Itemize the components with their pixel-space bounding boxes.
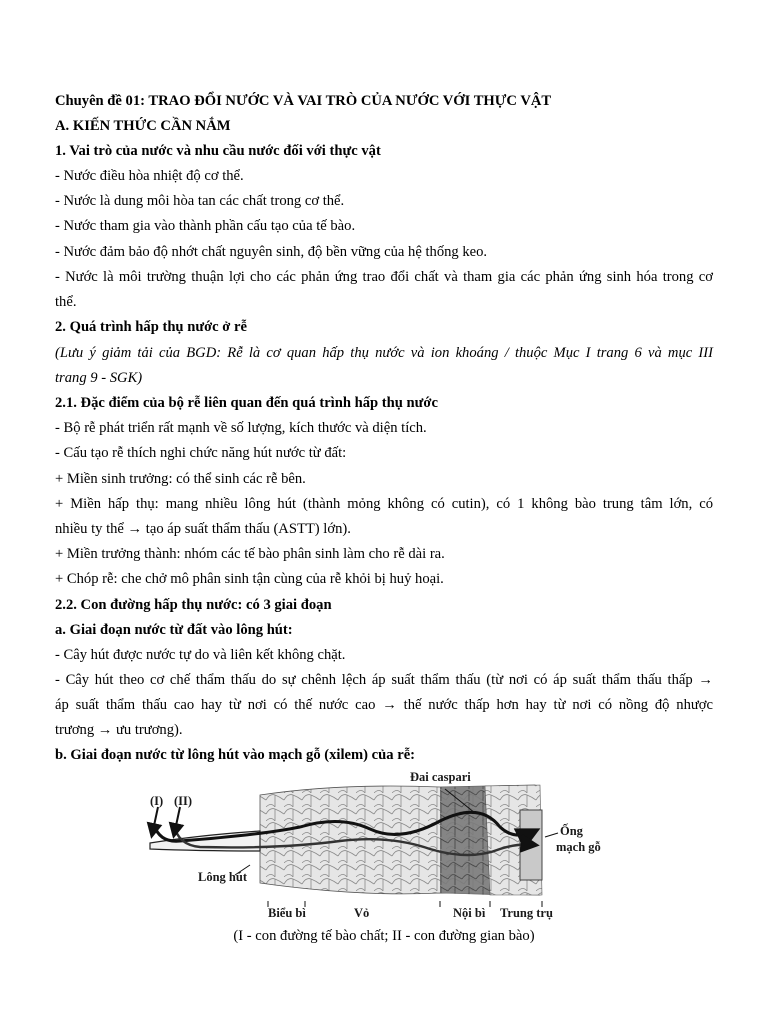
- heading-b: b. Giai đoạn nước từ lông hút vào mạch gỗ (xilem) của rễ:: [55, 747, 416, 763]
- document-title: Chuyên đề 01: TRAO ĐỔI NƯỚC VÀ VAI TRÒ CỦA NƯỚC VỚI THỰC VẬT: [55, 93, 552, 109]
- label-casparian-strip: Đai caspari: [410, 770, 471, 784]
- paragraph-line: nhiều ty thể → tạo áp suất thẩm thấu (ASTT) lớn).: [55, 521, 351, 537]
- label-pathway-ii: (II): [174, 794, 193, 808]
- paragraph-line: - Nước tham gia vào thành phần cấu tạo của tế bào.: [55, 218, 356, 234]
- note-line: (Lưu ý giảm tải của BGD: Rễ là cơ quan hấp thụ nước và ion khoáng / thuộc Mục I trang 6 và mục III: [55, 345, 713, 361]
- paragraph-line: - Nước là môi trường thuận lợi cho các phản ứng trao đổi chất và tham gia các phản ứng sinh hóa trong cơ: [55, 269, 713, 285]
- label-endodermis: Nội bì: [453, 906, 486, 920]
- section-heading-a: A. KIẾN THỨC CẦN NẮM: [55, 118, 231, 134]
- note-line: trang 9 - SGK): [55, 370, 143, 386]
- paragraph-line: - Nước điều hòa nhiệt độ cơ thể.: [55, 168, 244, 184]
- paragraph-line: + Miền hấp thụ: mang nhiều lông hút (thành mỏng không có cutin), có 1 không bào trung tâm lớn, có: [55, 496, 713, 512]
- label-xylem-vessel-1: Ống: [560, 824, 583, 838]
- paragraph-line: - Cấu tạo rễ thích nghi chức năng hút nước từ đất:: [55, 445, 347, 461]
- heading-1: 1. Vai trò của nước và nhu cầu nước đối với thực vật: [55, 143, 381, 159]
- paragraph-line: - Cây hút được nước tự do và liên kết không chặt.: [55, 647, 346, 663]
- label-cortex: Vỏ: [354, 906, 370, 920]
- entry-arrow-ii: [174, 807, 180, 835]
- paragraph-line: - Cây hút theo cơ chế thẩm thấu do sự chênh lệch áp suất thẩm thấu (từ nơi có áp suất thẩm thấu thấp →: [55, 672, 713, 688]
- paragraph-line: - Nước đảm bảo độ nhớt chất nguyên sinh, độ bền vững của hệ thống keo.: [55, 244, 488, 260]
- paragraph-line: - Nước là dung môi hòa tan các chất trong cơ thể.: [55, 193, 345, 209]
- paragraph-line: - Bộ rễ phát triển rất mạnh về số lượng, kích thước và diện tích.: [55, 420, 427, 436]
- paragraph-line: + Miền trưởng thành: nhóm các tế bào phân sinh làm cho rễ dài ra.: [55, 546, 445, 562]
- heading-2: 2. Quá trình hấp thụ nước ở rễ: [55, 319, 247, 335]
- label-root-hair: Lông hút: [198, 870, 247, 884]
- heading-2-2: 2.2. Con đường hấp thụ nước: có 3 giai đoạn: [55, 597, 332, 613]
- pointer-vessel: [545, 833, 558, 837]
- paragraph-line: trương → ưu trương).: [55, 722, 183, 738]
- label-epidermis: Biểu bì: [268, 906, 306, 920]
- paragraph-line: + Miền sinh trưởng: có thể sinh các rễ bên.: [55, 471, 306, 487]
- root-water-path-figure: [140, 765, 620, 925]
- heading-a: a. Giai đoạn nước từ đất vào lông hút:: [55, 622, 293, 638]
- paragraph-line: thể.: [55, 294, 77, 310]
- label-pathway-i: (I): [150, 794, 164, 808]
- label-stele: Trung trụ: [500, 906, 553, 920]
- figure-caption: (I - con đường tế bào chất; II - con đường gian bào): [233, 928, 535, 944]
- heading-2-1: 2.1. Đặc điểm của bộ rễ liên quan đến quá trình hấp thụ nước: [55, 395, 438, 411]
- root-tissue: [260, 785, 542, 895]
- label-xylem-vessel-2: mạch gỗ: [556, 840, 601, 854]
- paragraph-line: + Chóp rễ: che chở mô phân sinh tận cùng của rễ khỏi bị huỷ hoại.: [55, 571, 444, 587]
- paragraph-line: áp suất thẩm thấu cao hay từ nơi có thế nước cao → thế nước thấp hơn hay từ nơi có nồng độ nhược: [55, 697, 713, 713]
